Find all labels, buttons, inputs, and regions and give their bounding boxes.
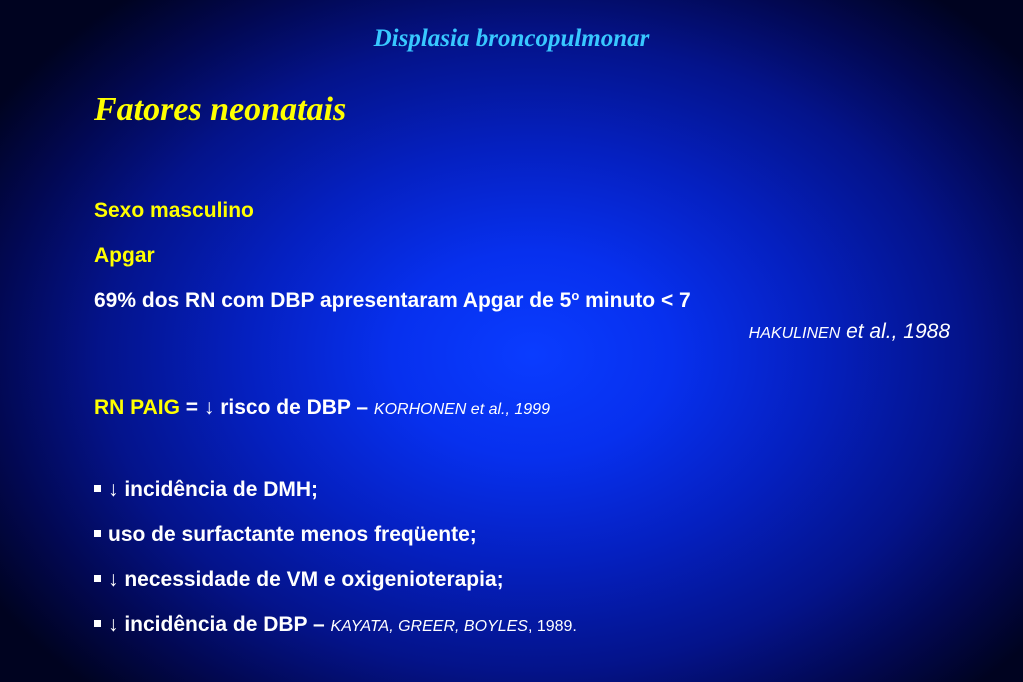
down-arrow-icon: ↓ xyxy=(203,396,215,419)
square-bullet-icon xyxy=(94,620,101,627)
apgar-statistic-suffix: minuto < 7 xyxy=(579,289,691,312)
bullet-citation-year: , 1989. xyxy=(527,618,577,635)
factor-apgar: Apgar xyxy=(94,244,155,267)
down-arrow-icon: ↓ xyxy=(108,613,119,636)
bullet-text: incidência de DBP – xyxy=(118,613,331,636)
down-arrow-icon: ↓ xyxy=(108,568,119,591)
down-arrow-icon: ↓ xyxy=(108,478,119,501)
bullet-text: incidência de DMH; xyxy=(118,478,319,501)
paig-label: RN PAIG xyxy=(94,396,180,419)
apgar-statistic-prefix: 69% dos RN com DBP apresentaram Apgar de 5 xyxy=(94,289,572,312)
slide-title: Fatores neonatais xyxy=(94,91,347,128)
reference-etal-year: et al., 1988 xyxy=(840,320,950,343)
bullet-citation: KAYATA, GREER, BOYLES xyxy=(330,618,528,635)
factor-rn-paig xyxy=(94,396,550,420)
slide-header: Displasia broncopulmonar xyxy=(373,25,650,52)
ordinal-superscript: o xyxy=(571,288,580,303)
bullet-item xyxy=(94,478,318,502)
paig-equals: = xyxy=(179,396,204,419)
square-bullet-icon xyxy=(94,485,101,492)
bullet-text: necessidade de VM e oxigenioterapia; xyxy=(118,568,504,591)
paig-citation: KORHONEN et al., 1999 xyxy=(373,401,550,418)
paig-text: risco de DBP – xyxy=(214,396,374,419)
reference-hakulinen xyxy=(749,320,950,344)
reference-author: HAKULINEN xyxy=(748,325,841,342)
bullet-item xyxy=(94,613,577,637)
bullet-item xyxy=(94,523,477,547)
apgar-statistic xyxy=(94,289,691,313)
square-bullet-icon xyxy=(94,575,101,582)
bullet-text: uso de surfactante menos freqüente; xyxy=(108,523,477,546)
factor-sexo: Sexo masculino xyxy=(94,199,254,222)
bullet-item xyxy=(94,568,504,592)
square-bullet-icon xyxy=(94,530,101,537)
